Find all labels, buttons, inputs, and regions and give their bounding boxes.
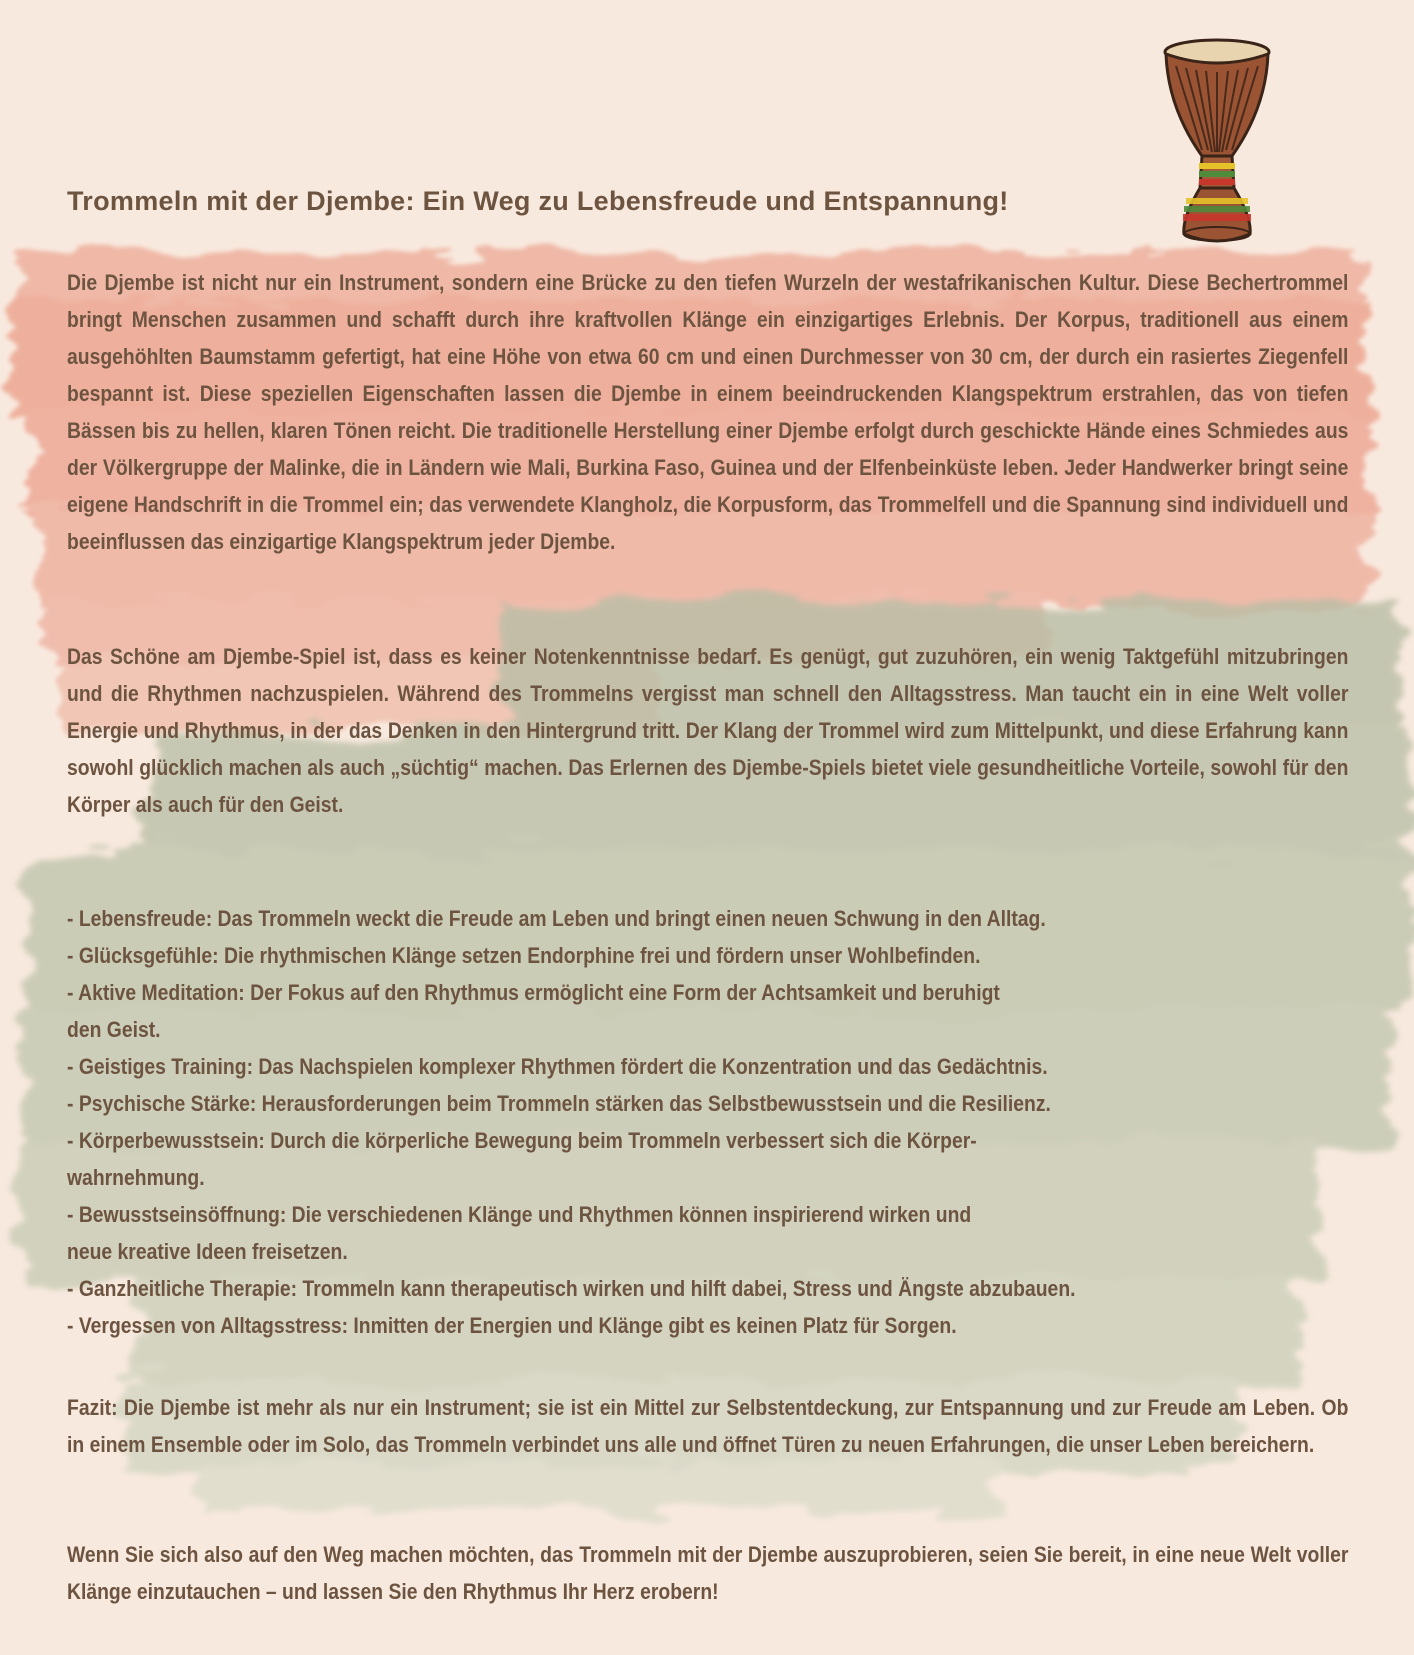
list-item-line: wahrnehmung. — [67, 1165, 205, 1190]
list-item-line: - Ganzheitliche Therapie: Trommeln kann therapeutisch wirken und hilft dabei, Stress und Ängste abzubauen. — [67, 1276, 1076, 1301]
conclusion-paragraph: Fazit: Die Djembe ist mehr als nur ein Instrument; sie ist ein Mittel zur Selbstentdeckung, zur Entspannung und zur Freude am Leben. Ob in einem Ensemble oder im Solo, das Trommeln verbindet uns alle und öffnet Türen zu neuen Erfahrungen, die unser Leben bereichern. — [67, 1395, 1349, 1457]
list-item — [67, 900, 1348, 937]
list-item-line: - Vergessen von Alltagsstress: Inmitten der Energien und Klänge gibt es keinen Platz für Sorgen. — [67, 1313, 957, 1338]
list-item — [67, 1270, 1348, 1307]
page-title: Trommeln mit der Djembe: Ein Weg zu Lebensfreude und Entspannung! — [67, 186, 1009, 216]
list-item-line: - Glücksgefühle: Die rhythmischen Klänge setzen Endorphine frei und fördern unser Wohlbefinden. — [67, 943, 981, 968]
list-item-line: - Psychische Stärke: Herausforderungen beim Trommeln stärken das Selbstbewusstsein und die Resilienz. — [67, 1091, 1051, 1116]
list-item — [67, 974, 1348, 1048]
list-item — [67, 937, 1348, 974]
list-item — [67, 1307, 1348, 1344]
list-item-line: - Körperbewusstsein: Durch die körperliche Bewegung beim Trommeln verbessert sich die Körper- — [67, 1128, 977, 1153]
intro-paragraph: Die Djembe ist nicht nur ein Instrument, sondern eine Brücke zu den tiefen Wurzeln der westafrikanischen Kultur. Diese Bechertrommel bringt Menschen zusammen und schafft durch ihre kraftvollen Klänge ein einzigartiges Erlebnis. Der Korpus, traditionell aus einem ausgehöhlten Baumstamm gefertigt, hat eine Höhe von etwa 60 cm und einen Durchmesser von 30 cm, der durch ein rasiertes Ziegenfell bespannt ist. Diese speziellen Eigenschaften lassen die Djembe in einem beeindruckenden Klangspektrum erstrahlen, das von tiefen Bässen bis zu hellen, klaren Tönen reicht. Die traditionelle Herstellung einer Djembe erfolgt durch geschickte Hände eines Schmiedes aus der Völkergruppe der Malinke, die in Ländern wie Mali, Burkina Faso, Guinea und der Elfenbeinküste leben. Jeder Handwerker bringt seine eigene Handschrift in die Trommel ein; das verwendete Klangholz, die Korpusform, das Trommelfell und die Spannung sind individuell und beeinflussen das einzigartige Klangspektrum jeder Djembe. — [67, 270, 1349, 554]
closing-paragraph: Wenn Sie sich also auf den Weg machen möchten, das Trommeln mit der Djembe auszuprobieren, seien Sie bereit, in eine neue Welt voller Klänge einzutauchen – und lassen Sie den Rhythmus Ihr Herz erobern! — [67, 1542, 1349, 1604]
list-item — [67, 1085, 1348, 1122]
list-item-line: neue kreative Ideen freisetzen. — [67, 1239, 348, 1264]
djembe-drum-icon — [1162, 38, 1272, 248]
list-item-line: den Geist. — [67, 1017, 161, 1042]
list-item-line: - Bewusstseinsöffnung: Die verschiedenen Klänge und Rhythmen können inspirierend wirken und — [67, 1202, 972, 1227]
list-item — [67, 1122, 1348, 1196]
list-item-line: - Aktive Meditation: Der Fokus auf den Rhythmus ermöglicht eine Form der Achtsamkeit und beruhigt — [67, 980, 1000, 1005]
list-item — [67, 1196, 1348, 1270]
benefits-list — [67, 900, 1348, 1344]
list-item — [67, 1048, 1348, 1085]
green-wash-stroke — [200, 1460, 1000, 1510]
playing-paragraph: Das Schöne am Djembe-Spiel ist, dass es keiner Notenkenntnisse bedarf. Es genügt, gut zuzuhören, ein wenig Taktgefühl mitzubringen und die Rhythmen nachzuspielen. Während des Trommelns vergisst man schnell den Alltagsstress. Man taucht ein in eine Welt voller Energie und Rhythmus, in der das Denken in den Hintergrund tritt. Der Klang der Trommel wird zum Mittelpunkt, und diese Erfahrung kann sowohl glücklich machen als auch „süchtig“ machen. Das Erlernen des Djembe-Spiels bietet viele gesundheitliche Vorteile, sowohl für den Körper als auch für den Geist. — [67, 644, 1349, 817]
list-item-line: - Lebensfreude: Das Trommeln weckt die Freude am Leben und bringt einen neuen Schwung in den Alltag. — [67, 906, 1046, 931]
list-item-line: - Geistiges Training: Das Nachspielen komplexer Rhythmen fördert die Konzentration und das Gedächtnis. — [67, 1054, 1048, 1079]
